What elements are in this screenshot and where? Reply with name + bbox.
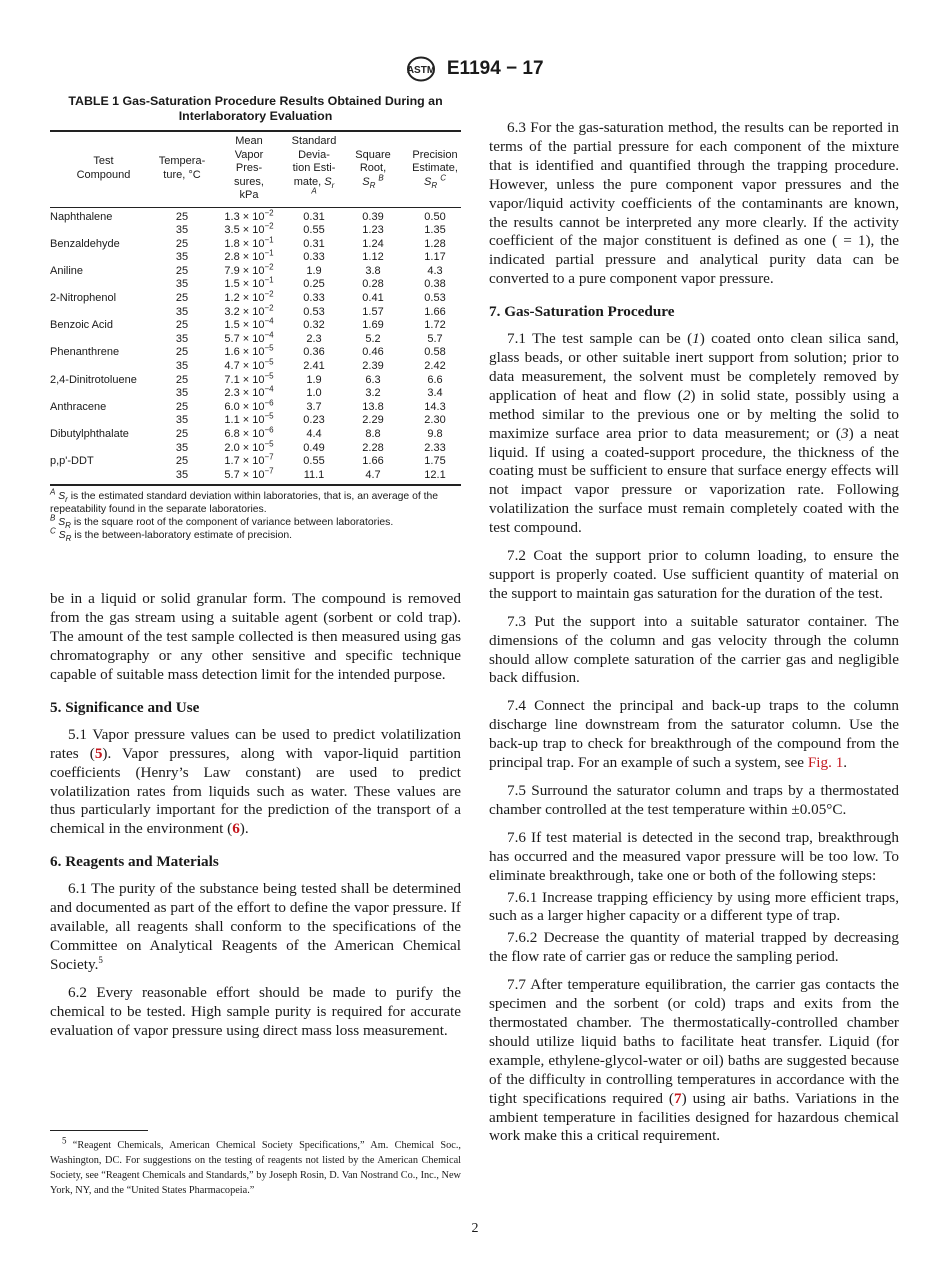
- left-column: [50, 590, 461, 1049]
- sr-cell: 0.55: [303, 455, 325, 468]
- vapor-pressure-cell: [207, 452, 291, 469]
- reference-link[interactable]: 5: [94, 744, 103, 762]
- precision-cell: 2.33: [424, 441, 446, 454]
- vapor-pressure-mantissa: 1.7 × 10: [224, 455, 265, 468]
- temperature-cell: 25: [175, 210, 189, 223]
- footnote-5: [50, 1135, 461, 1198]
- vapor-pressure-mantissa: 1.5 × 10: [224, 278, 265, 291]
- sr-cell: 1.9: [306, 373, 322, 386]
- square-root-cell: 1.66: [362, 455, 384, 468]
- precision-cell: 2.42: [424, 360, 446, 373]
- header-subscript: r: [331, 180, 335, 190]
- header-note-mark: A: [311, 186, 317, 196]
- sr-cell: 0.53: [303, 305, 325, 318]
- paragraph: [489, 119, 899, 289]
- table-header-row: [50, 131, 461, 207]
- vapor-pressure-mantissa: 7.1 × 10: [224, 373, 265, 386]
- paragraph: [50, 726, 461, 839]
- sr-cell: 11.1: [303, 468, 325, 481]
- right-column-wrapper: [489, 94, 899, 1198]
- vapor-pressure-exponent: −4: [264, 316, 274, 326]
- footnote-mark: 5: [62, 1135, 67, 1146]
- text-run: 7.2 Coat the support prior to column loading, to ensure the support is properly coated. Use sufficient quantity of material on the support to maintain gas saturation for the duration of the test.: [489, 547, 899, 602]
- vapor-pressure-cell: [207, 262, 291, 279]
- header-symbol: S: [324, 175, 332, 188]
- header-line: sures,: [234, 175, 264, 188]
- page-header: [0, 0, 950, 86]
- vapor-pressure-mantissa: 1.1 × 10: [224, 414, 265, 427]
- vapor-pressure-mantissa: 1.8 × 10: [224, 237, 265, 250]
- square-root-cell: 0.28: [362, 278, 384, 291]
- header-subscript: R: [431, 180, 438, 190]
- vapor-pressure-cell: [207, 370, 291, 388]
- compound-cell: [50, 469, 157, 486]
- table-row: [50, 319, 461, 333]
- left-column-wrapper: [50, 94, 461, 1198]
- table-row: [50, 306, 461, 320]
- note-mark: C: [50, 526, 56, 536]
- sr-cell: 0.31: [303, 210, 325, 223]
- table-row: [50, 455, 461, 469]
- right-column: [489, 119, 899, 1146]
- temperature-cell: 35: [175, 251, 189, 264]
- paragraph: [50, 590, 461, 685]
- column-header: [409, 131, 461, 207]
- compound-cell: [50, 278, 157, 292]
- table-row: [50, 374, 461, 388]
- temperature-cell: 35: [175, 468, 189, 481]
- square-root-cell: 0.39: [362, 210, 384, 223]
- text-run: 7.7 After temperature equilibration, the carrier gas contacts the specimen and the sorbent (or cold) traps and exits from the thermostated chamber. The thermostatically-controlled chamber should utilize liquid baths to facilitate heat transfer. Liquid (for example, ethylene-glycol-water or oil) baths are suggested because of the difficulty in controlling temperatures in accordance with the tight specifications required (: [489, 976, 899, 1107]
- table-note: [50, 487, 461, 516]
- header-subscript: R: [369, 180, 376, 190]
- column-header: [50, 131, 157, 207]
- temperature-cell: 25: [175, 400, 189, 413]
- text-run: 6. Reagents and Materials: [50, 853, 219, 871]
- text-run: 7. Gas-Saturation Procedure: [489, 303, 675, 321]
- vapor-pressure-exponent: −7: [264, 466, 274, 476]
- header-line: Mean: [235, 135, 263, 147]
- text-run: 7.4 Connect the principal and back-up traps to the column discharge line downstream from the saturator column. Use the back-up trap to check for breakthrough of the compound from the principal trap. For an example of such a system, see: [489, 697, 899, 772]
- vapor-pressure-mantissa: 1.3 × 10: [224, 210, 265, 223]
- square-root-cell: 8.8: [365, 428, 381, 440]
- vapor-pressure-cell: [207, 221, 291, 238]
- temperature-cell: 35: [175, 414, 189, 427]
- header-line: Tempera-: [158, 155, 206, 168]
- sr-cell: 0.31: [303, 237, 325, 250]
- text-run: .: [843, 754, 848, 772]
- vapor-pressure-mantissa: 5.7 × 10: [224, 332, 265, 345]
- vapor-pressure-cell: [207, 438, 291, 456]
- text-run: 7.6.2 Decrease the quantity of material trapped by decreasing the flow rate of carrier gas or reduce the sampling period.: [489, 929, 899, 966]
- text-run: ). Vapor pressures, along with vapor-liquid partition coefficients (Henry’s Law constant) are used to predict volatilization rates from liquids such as water. These values are thus particularly important for the prediction of the transport of a chemical in the environment (: [50, 744, 461, 838]
- header-line: Devia-: [298, 148, 330, 161]
- header-symbol: S: [424, 175, 432, 188]
- temperature-cell: 25: [175, 373, 189, 386]
- note-symbol: S: [58, 530, 66, 542]
- compound-cell: Anthracene: [50, 400, 107, 413]
- temperature-cell: 25: [175, 264, 189, 277]
- sr-cell: 0.33: [303, 251, 325, 264]
- header-line: ture, °C: [163, 168, 201, 181]
- column-header: [157, 131, 207, 207]
- compound-cell: [50, 442, 157, 456]
- sr-cell: 3.7: [306, 400, 322, 413]
- vapor-pressure-mantissa: 6.8 × 10: [224, 428, 265, 440]
- vapor-pressure-exponent: −2: [264, 207, 274, 217]
- vapor-pressure-cell: [207, 303, 291, 320]
- square-root-cell: 3.2: [365, 387, 381, 400]
- compound-cell: Naphthalene: [50, 210, 113, 223]
- text-run: ).: [239, 820, 249, 838]
- vapor-pressure-exponent: −5: [264, 411, 274, 421]
- header-line: Vapor: [234, 148, 264, 161]
- header-line: tion Esti-: [292, 162, 336, 174]
- paragraph: [50, 984, 461, 1041]
- vapor-pressure-cell: [207, 466, 291, 486]
- header-line: Square: [355, 148, 391, 161]
- precision-cell: 1.17: [424, 251, 446, 264]
- compound-cell: [50, 306, 157, 320]
- temperature-cell: 35: [175, 441, 189, 454]
- paragraph: [489, 697, 899, 773]
- header-symbol: S: [362, 175, 370, 188]
- square-root-cell: 1.57: [362, 305, 384, 318]
- compound-cell: [50, 414, 157, 428]
- header-line: Precision: [412, 148, 458, 161]
- header-note-mark: B: [378, 172, 384, 182]
- precision-cell: 5.7: [427, 332, 443, 345]
- precision-cell: 1.28: [424, 237, 446, 250]
- table-row: [50, 469, 461, 486]
- square-root-cell: 6.3: [365, 373, 381, 386]
- sr-cell: 0.23: [303, 414, 325, 427]
- square-root-cell: 4.7: [365, 468, 381, 481]
- vapor-pressure-exponent: −1: [264, 248, 274, 258]
- vapor-pressure-cell: [207, 330, 291, 347]
- text-run: 5.1 Vapor pressure values can be used to predict volatilization rates (: [50, 725, 461, 762]
- sr-cell: 2.41: [303, 360, 325, 373]
- paragraph: [489, 547, 899, 604]
- vapor-pressure-exponent: −2: [264, 262, 274, 272]
- square-root-cell: 2.39: [362, 360, 384, 373]
- temperature-cell: 25: [175, 346, 189, 359]
- table-row: [50, 360, 461, 374]
- precision-cell: 1.66: [424, 305, 446, 318]
- temperature-cell: 25: [175, 237, 189, 250]
- precision-cell: 6.6: [427, 373, 443, 386]
- square-root-cell: 5.2: [365, 332, 381, 345]
- vapor-pressure-exponent: −5: [264, 370, 274, 380]
- vapor-pressure-exponent: −6: [264, 425, 274, 435]
- sr-cell: 0.25: [303, 278, 325, 291]
- compound-cell: [50, 387, 157, 401]
- table-note: [50, 513, 461, 531]
- vapor-pressure-cell: [207, 357, 291, 374]
- table-1: [50, 94, 461, 542]
- vapor-pressure-cell: [207, 248, 291, 265]
- note-symbol: S: [58, 491, 66, 503]
- square-root-cell: 1.23: [362, 224, 384, 237]
- header-line: kPa: [239, 189, 259, 201]
- header-line: Compound: [76, 168, 131, 181]
- paragraph: [489, 889, 899, 927]
- note-text: is the between-laboratory estimate of precision.: [71, 530, 293, 542]
- header-line: Root,: [359, 162, 387, 174]
- vapor-pressure-mantissa: 3.5 × 10: [224, 224, 265, 237]
- note-mark: B: [50, 513, 56, 523]
- compound-cell: [50, 251, 157, 265]
- precision-cell: 2.30: [424, 414, 446, 427]
- precision-cell: 9.8: [427, 428, 443, 440]
- precision-cell: 0.38: [424, 278, 446, 291]
- vapor-pressure-exponent: −4: [264, 330, 274, 340]
- footnote-text: “Reagent Chemicals, American Chemical Society Specifications,” Am. Chemical Soc., Washington, DC. For suggestions on the testing of reagents not listed by the American Chemical Society, see “Reagent Chemicals and Standards,” by Joseph Rosin, D. Van Nostrand Co., Inc., New York, NY, and the “United States Pharmacopeia.”: [50, 1140, 461, 1196]
- text-run: be in a liquid or solid granular form. The compound is removed from the gas stream using a suitable agent (sorbent or cold trap). The amount of the test sample collected is then measured using gas chromatography or any other sensitive and specific technique capable of suitable mass detection limit for the intended purpose.: [50, 590, 461, 683]
- vapor-pressure-mantissa: 5.7 × 10: [224, 468, 265, 481]
- column-header: [207, 131, 291, 207]
- vapor-pressure-mantissa: 1.6 × 10: [224, 346, 265, 359]
- sr-cell: 0.32: [303, 319, 325, 332]
- note-text: is the estimated standard deviation within laboratories, that is, an average of the repeatability found in the separate laboratories.: [50, 491, 439, 516]
- table-title: TABLE 1 Gas-Saturation Procedure Results Obtained During an Interlaboratory Evaluation: [68, 94, 443, 123]
- text-run: ) coated onto clean silica sand, glass beads, or other suitable inert support from solution; prior to data measurement, the solvent must be completely removed by application of heat and flow (: [489, 330, 899, 404]
- precision-cell: 3.4: [427, 387, 443, 400]
- results-table: [50, 130, 461, 486]
- item-number: 1: [692, 330, 700, 348]
- note-mark: A: [50, 487, 56, 497]
- paragraph: [489, 976, 899, 1146]
- temperature-cell: 25: [175, 428, 189, 440]
- text-run: 7.6 If test material is detected in the second trap, breakthrough has occurred and the measured vapor pressure will be too low. To eliminate breakthrough, take one or both of the following steps:: [489, 828, 899, 884]
- vapor-pressure-exponent: −5: [264, 343, 274, 353]
- item-number: 3: [840, 424, 849, 442]
- note-subscript: r: [65, 495, 68, 505]
- reference-link[interactable]: 6: [232, 820, 240, 838]
- square-root-cell: 3.8: [365, 264, 381, 277]
- note-subscript: R: [65, 534, 72, 544]
- section-heading: [50, 853, 461, 872]
- vapor-pressure-exponent: −7: [264, 452, 274, 462]
- header-line: Test: [93, 155, 114, 168]
- table-body: [50, 207, 461, 485]
- header-line: Pres-: [235, 162, 263, 174]
- header-note-mark: C: [440, 172, 446, 182]
- vapor-pressure-cell: [207, 343, 291, 360]
- vapor-pressure-exponent: −2: [264, 221, 274, 231]
- vapor-pressure-mantissa: 2.3 × 10: [224, 387, 265, 400]
- vapor-pressure-exponent: −1: [264, 235, 274, 245]
- column-header: [291, 131, 337, 207]
- sr-cell: 4.4: [306, 428, 322, 440]
- paragraph: [489, 829, 899, 886]
- vapor-pressure-mantissa: 1.2 × 10: [224, 292, 265, 305]
- paragraph: [489, 330, 899, 538]
- vapor-pressure-cell: [207, 316, 291, 333]
- text-run: 6.3 For the gas-saturation method, the results can be reported in terms of the partial pressure for each component of the mixture that is identified and quantified through the trapping procedure. However, unless the pure component vapor pressures and the vapor/liquid activity coefficients of the contaminants are known, the results cannot be interpreted any more clearly. If the activity coefficient of the major constituent is defined as one ( = 1), the indicated partial pressure and analytical purity data can be converted to a pure component vapor pressure.: [489, 119, 899, 288]
- table-row: [50, 401, 461, 415]
- temperature-cell: 35: [175, 305, 189, 318]
- table-row: [50, 428, 461, 442]
- sr-cell: 0.55: [303, 224, 325, 237]
- square-root-cell: 0.41: [362, 292, 384, 305]
- compound-cell: Phenanthrene: [50, 346, 120, 359]
- figure-link[interactable]: Fig. 1: [807, 754, 844, 772]
- document-id: E1194 − 17: [446, 58, 544, 79]
- compound-cell: Aniline: [50, 264, 84, 277]
- header-line: Standard: [291, 135, 337, 147]
- compound-cell: [50, 224, 157, 238]
- paragraph: [489, 613, 899, 689]
- square-root-cell: 1.24: [362, 237, 384, 250]
- page-body: [0, 94, 950, 1198]
- text-run: 7.6.1 Increase trapping efficiency by using more efficient traps, such as a larger higher capacity or a different type of trap.: [489, 888, 899, 925]
- footnote-area: [50, 1116, 461, 1198]
- vapor-pressure-mantissa: 2.8 × 10: [224, 251, 265, 264]
- precision-cell: 1.72: [424, 319, 446, 332]
- note-text: is the square root of the component of variance between laboratories.: [70, 517, 394, 529]
- table-row: [50, 387, 461, 401]
- paragraph: [50, 880, 461, 975]
- paragraph: [489, 782, 899, 820]
- vapor-pressure-mantissa: 1.5 × 10: [224, 319, 265, 332]
- temperature-cell: 35: [175, 224, 189, 237]
- precision-cell: 0.50: [424, 210, 446, 223]
- vapor-pressure-cell: [207, 207, 291, 224]
- vapor-pressure-cell: [207, 411, 291, 428]
- text-run: 6.1 The purity of the substance being tested shall be determined and documented as part of the effort to define the vapor pressure. If available, all reagents shall conform to the specifications of the Committee on Analytical Reagents of the American Chemical Society.: [50, 880, 461, 973]
- table-row: [50, 207, 461, 224]
- reference-link[interactable]: 7: [673, 1089, 682, 1107]
- note-subscript: R: [65, 521, 71, 531]
- text-run: 5. Significance and Use: [50, 698, 200, 716]
- vapor-pressure-mantissa: 6.0 × 10: [224, 400, 265, 413]
- temperature-cell: 25: [175, 292, 189, 305]
- vapor-pressure-cell: [207, 425, 291, 442]
- header-line: mate,: [293, 175, 325, 188]
- text-run: ) a neat liquid. If using a coated-support procedure, the thickness of the coating must be sufficient to ensure that surface energy effects will not impact vapor pressure or vaporization rate. Following volatilization the surface must remain completely coated with the test compound.: [489, 424, 900, 537]
- precision-cell: 0.53: [424, 292, 446, 305]
- temperature-cell: 35: [175, 278, 189, 291]
- note-symbol: S: [58, 517, 66, 529]
- table-row: [50, 238, 461, 252]
- sr-cell: 1.9: [306, 264, 322, 277]
- vapor-pressure-mantissa: 2.0 × 10: [224, 441, 265, 454]
- square-root-cell: 2.28: [362, 441, 384, 454]
- column-header: [337, 131, 409, 207]
- compound-cell: p,p'-DDT: [50, 455, 94, 468]
- compound-cell: [50, 360, 157, 374]
- text-run: 7.3 Put the support into a suitable saturator container. The dimensions of the column and gas velocity through the column should allow complete saturation of the carrier gas and negligible back diffusion.: [489, 612, 899, 687]
- vapor-pressure-exponent: −2: [264, 303, 274, 312]
- table-notes: [50, 487, 461, 544]
- table-row: [50, 414, 461, 428]
- sr-cell: 0.49: [303, 441, 325, 454]
- table-row: [50, 442, 461, 456]
- precision-cell: 0.58: [424, 346, 446, 359]
- temperature-cell: 25: [175, 319, 189, 332]
- precision-cell: 4.3: [427, 264, 443, 277]
- square-root-cell: 2.29: [362, 414, 384, 427]
- square-root-cell: 1.69: [362, 319, 384, 332]
- table-row: [50, 265, 461, 279]
- compound-cell: Dibutylphthalate: [50, 428, 129, 440]
- vapor-pressure-exponent: −5: [264, 438, 274, 448]
- temperature-cell: 35: [175, 387, 189, 400]
- text-run: ) using air baths. Variations in the ambient temperature in facilities designed for hazardous chemical work make this a critical requirement.: [489, 1089, 899, 1145]
- astm-logo-icon: [406, 56, 436, 82]
- vapor-pressure-exponent: −4: [264, 384, 274, 394]
- temperature-cell: 25: [175, 455, 189, 468]
- item-number: 2: [682, 386, 691, 404]
- compound-cell: [50, 333, 157, 347]
- vapor-pressure-exponent: −6: [264, 398, 274, 408]
- footnote-divider: [50, 1130, 148, 1131]
- compound-cell: Benzaldehyde: [50, 237, 120, 250]
- precision-cell: 1.75: [424, 455, 446, 468]
- table-row: [50, 224, 461, 238]
- footnote-reference[interactable]: 5: [98, 954, 103, 965]
- vapor-pressure-cell: [207, 289, 291, 306]
- sr-cell: 0.36: [303, 346, 325, 359]
- precision-cell: 14.3: [424, 400, 446, 413]
- compound-cell: Benzoic Acid: [50, 319, 113, 332]
- sr-cell: 2.3: [306, 332, 322, 345]
- vapor-pressure-mantissa: 4.7 × 10: [224, 360, 265, 373]
- table-note: [50, 526, 461, 544]
- vapor-pressure-cell: [207, 384, 291, 401]
- compound-cell: 2,4-Dinitrotoluene: [50, 373, 137, 386]
- table-row: [50, 346, 461, 360]
- vapor-pressure-cell: [207, 235, 291, 252]
- precision-cell: 1.35: [424, 224, 446, 237]
- text-run: 7.5 Surround the saturator column and traps by a thermostated chamber controlled at the test temperature within ±0.05°C.: [489, 782, 899, 818]
- temperature-cell: 35: [175, 360, 189, 373]
- section-heading: [50, 699, 461, 718]
- sr-cell: 0.33: [303, 292, 325, 305]
- square-root-cell: 1.12: [362, 251, 384, 264]
- text-run: ) in solid state, possibly using a method similar to the previous one or by melting the solid to maximize surface area prior to data measurement; or (: [489, 386, 899, 442]
- table-row: [50, 278, 461, 292]
- vapor-pressure-exponent: −2: [264, 289, 274, 299]
- text-run: 6.2 Every reasonable effort should be made to purify the chemical to be tested. High sample purity is required for accurate evaluation of vapor pressure using direct mass loss measurement.: [50, 983, 461, 1039]
- table-row: [50, 292, 461, 306]
- vapor-pressure-exponent: −1: [264, 275, 274, 285]
- vapor-pressure-mantissa: 3.2 × 10: [224, 305, 265, 318]
- table-row: [50, 333, 461, 347]
- vapor-pressure-exponent: −5: [264, 357, 274, 367]
- section-heading: [489, 303, 899, 322]
- square-root-cell: 0.46: [362, 346, 384, 359]
- sr-cell: 1.0: [306, 387, 322, 400]
- vapor-pressure-mantissa: 7.9 × 10: [224, 264, 265, 277]
- page-number: 2: [471, 1221, 479, 1236]
- compound-cell: 2-Nitrophenol: [50, 292, 117, 305]
- paragraph: [489, 929, 899, 967]
- header-line: Estimate,: [412, 162, 458, 174]
- table-row: [50, 251, 461, 265]
- precision-cell: 12.1: [424, 468, 446, 481]
- square-root-cell: 13.8: [362, 400, 384, 413]
- svg-text:ASTM: ASTM: [407, 65, 436, 76]
- vapor-pressure-cell: [207, 275, 291, 292]
- text-run: 7.1 The test sample can be (: [507, 330, 693, 348]
- temperature-cell: 35: [175, 332, 189, 345]
- vapor-pressure-cell: [207, 398, 291, 415]
